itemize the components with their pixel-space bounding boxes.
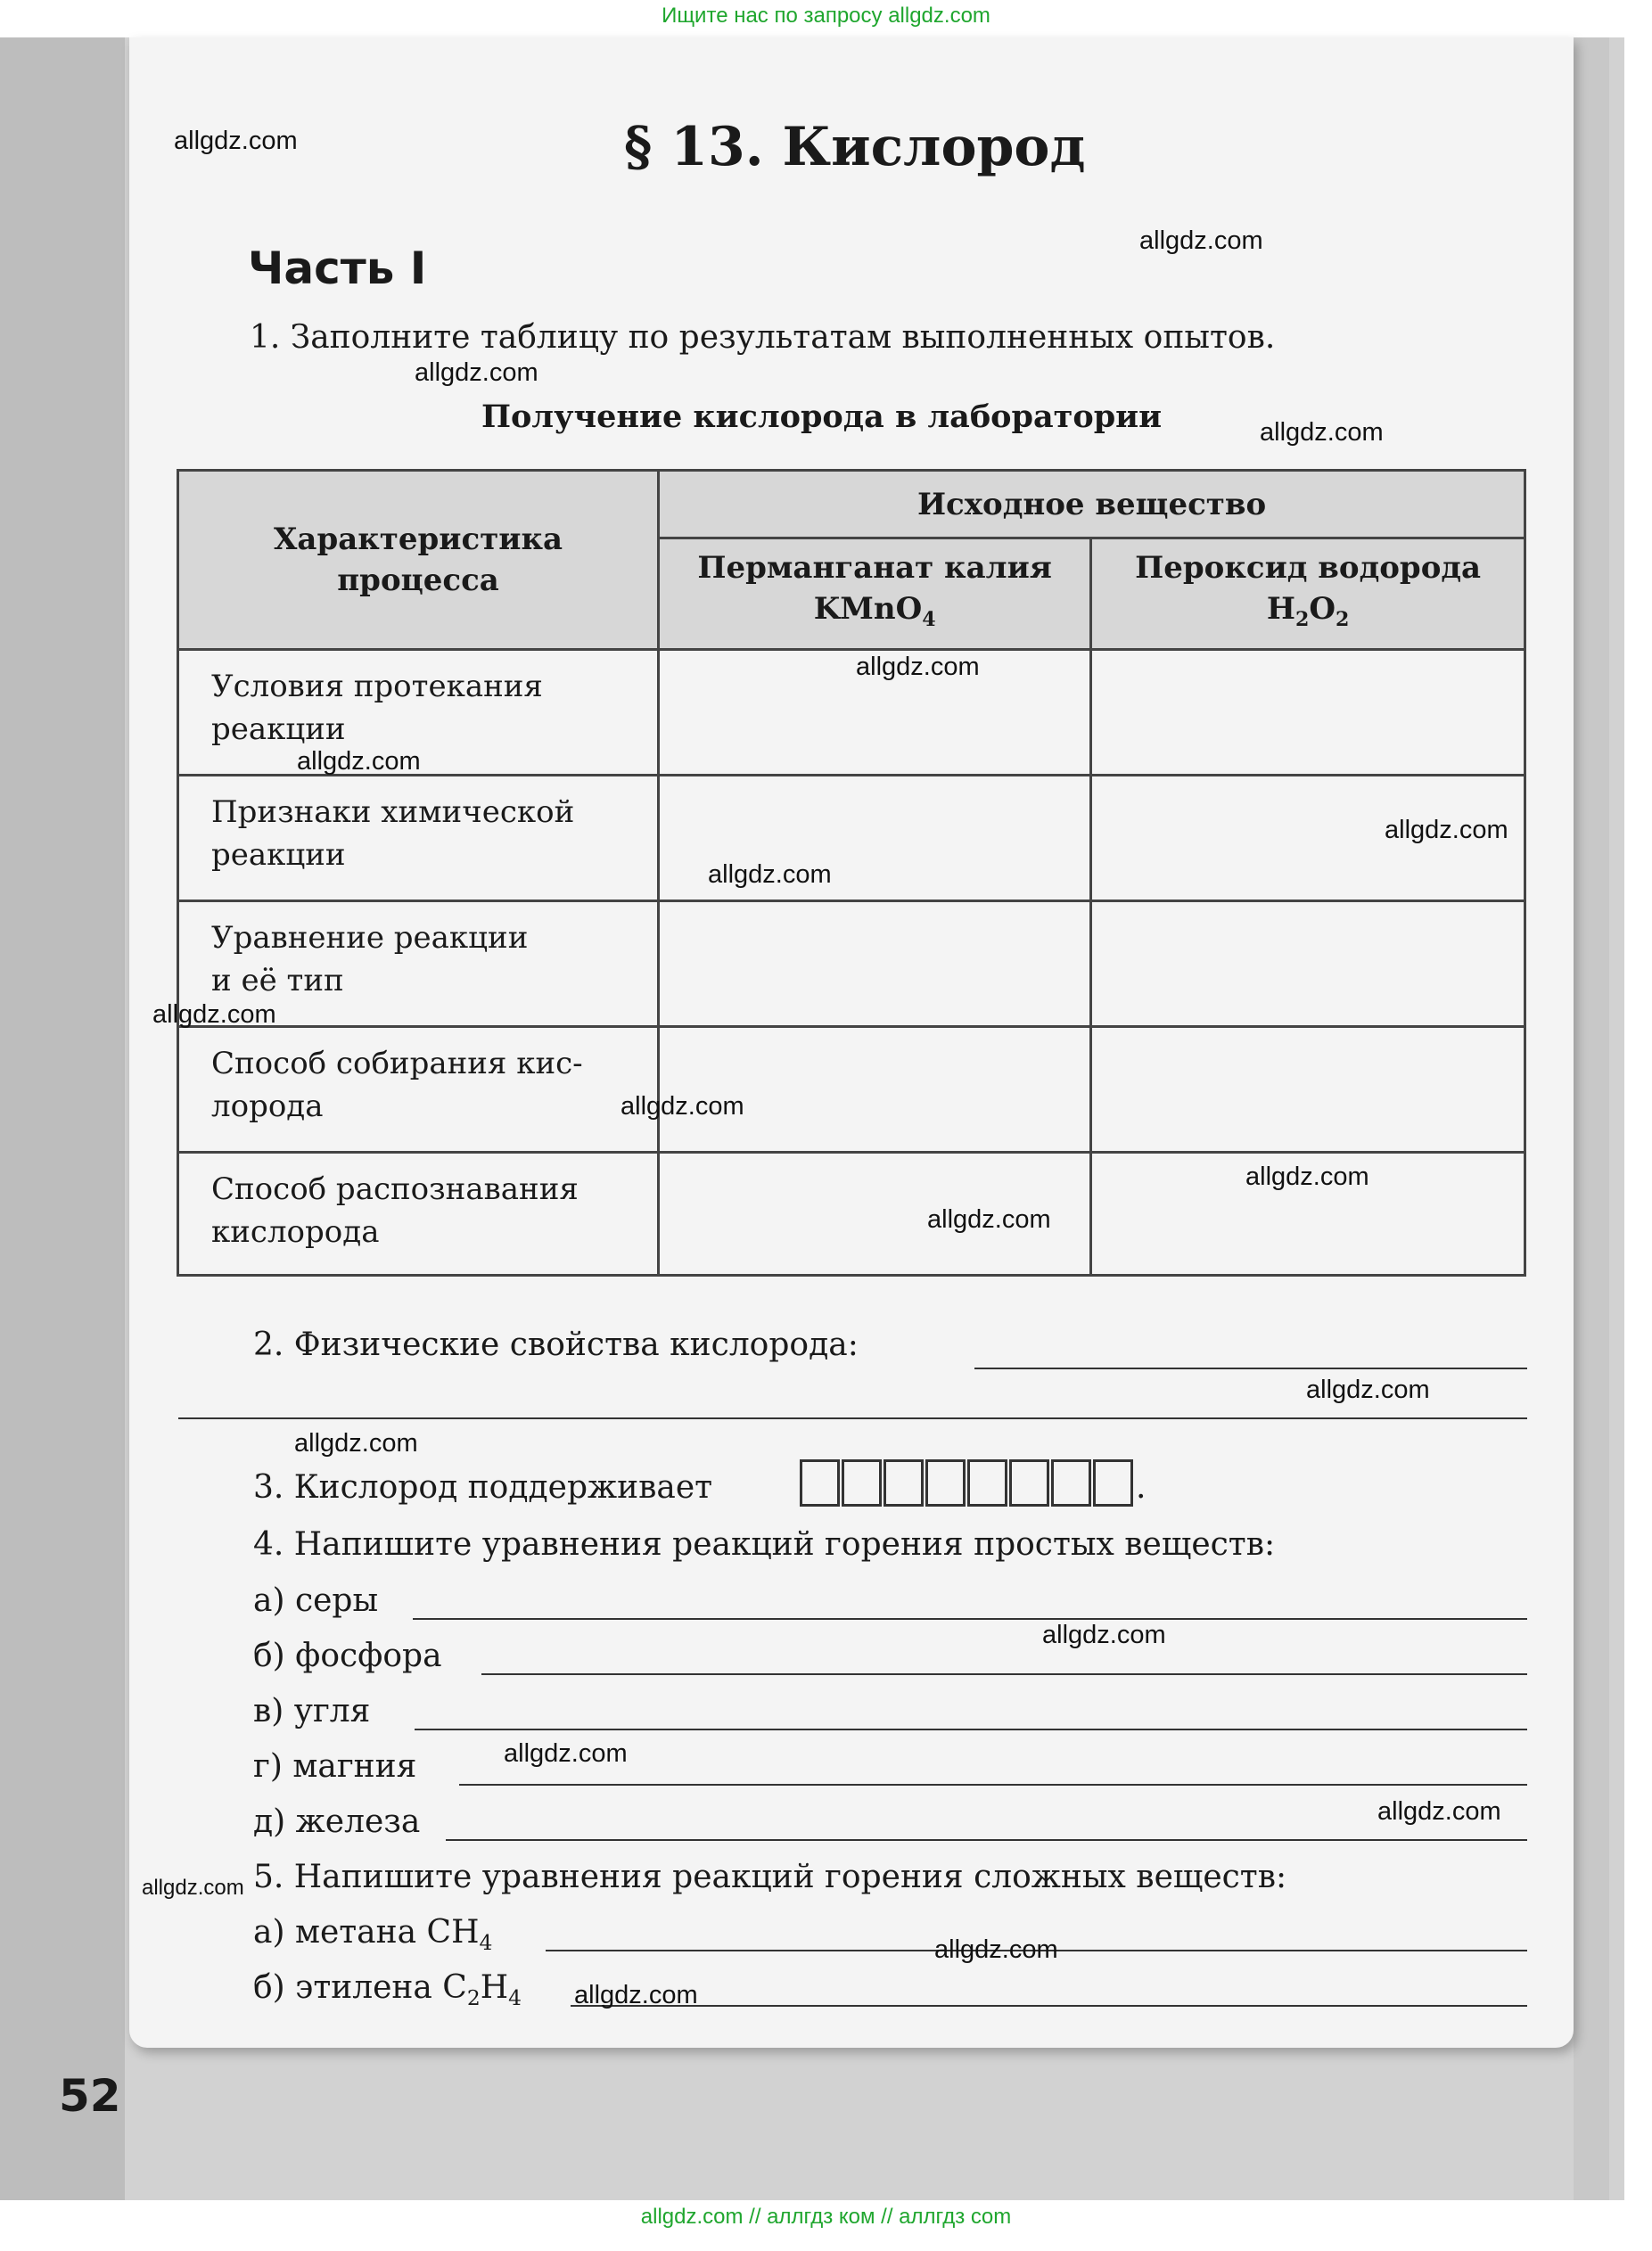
watermark: allgdz.com bbox=[1306, 1376, 1430, 1404]
watermark: allgdz.com bbox=[152, 1000, 276, 1029]
watermark: allgdz.com bbox=[1385, 816, 1508, 844]
task-5-item-a bbox=[253, 1914, 492, 1955]
watermark: allgdz.com bbox=[856, 653, 980, 681]
answer-line[interactable] bbox=[459, 1784, 1527, 1786]
letter-box[interactable] bbox=[800, 1459, 840, 1507]
row-label-line1: Способ собирания кис- bbox=[211, 1046, 583, 1081]
answer-line[interactable] bbox=[446, 1839, 1527, 1841]
task-3: 3. Кислород поддерживает bbox=[253, 1469, 713, 1506]
page-number: 52 bbox=[59, 2070, 121, 2122]
row-label-line2: лорода bbox=[211, 1089, 324, 1124]
scan-left-shadow bbox=[0, 37, 125, 2200]
task-4-item: г) магния bbox=[253, 1748, 417, 1785]
task-5: 5. Напишите уравнения реакций горения сложных веществ: bbox=[253, 1859, 1287, 1895]
task-5-a-index: 4 bbox=[479, 1930, 493, 1956]
col-header-characteristic bbox=[178, 471, 659, 650]
watermark: allgdz.com bbox=[1377, 1797, 1501, 1826]
task-1: 1. Заполните таблицу по результатам выполненных опытов. bbox=[250, 319, 1276, 356]
row-label-line1: Условия протекания bbox=[211, 669, 543, 704]
section-title: § 13. Кислород bbox=[624, 116, 1086, 178]
h2o2-o-index: 2 bbox=[1335, 607, 1350, 631]
col-header-line2: процесса bbox=[337, 563, 499, 598]
watermark: allgdz.com bbox=[621, 1092, 744, 1121]
col-header-line1: Характеристика bbox=[274, 522, 563, 557]
answer-cell[interactable] bbox=[659, 901, 1091, 1027]
letter-box[interactable] bbox=[842, 1459, 882, 1507]
task-3-period: . bbox=[1136, 1469, 1147, 1506]
letter-box[interactable] bbox=[884, 1459, 924, 1507]
row-label-line1: Признаки химической bbox=[211, 794, 575, 830]
watermark: allgdz.com bbox=[927, 1205, 1051, 1234]
letter-box[interactable] bbox=[1051, 1459, 1091, 1507]
answer-line[interactable] bbox=[571, 2005, 1527, 2007]
row-label-line1: Уравнение реакции bbox=[211, 920, 529, 956]
watermark: allgdz.com bbox=[142, 1876, 244, 1900]
h2o2-h-index: 2 bbox=[1294, 607, 1310, 631]
task-4-item: в) угля bbox=[253, 1693, 371, 1729]
answer-line[interactable] bbox=[974, 1368, 1527, 1369]
part-heading: Часть I bbox=[248, 242, 427, 294]
task-5-b-index2: 4 bbox=[508, 1985, 522, 2011]
col-header-kmno4 bbox=[659, 538, 1091, 650]
watermark: allgdz.com bbox=[297, 747, 421, 776]
letter-box[interactable] bbox=[1009, 1459, 1049, 1507]
letter-box[interactable] bbox=[925, 1459, 966, 1507]
answer-cell[interactable] bbox=[659, 1027, 1091, 1153]
watermark: allgdz.com bbox=[504, 1739, 628, 1768]
kmno4-index: 4 bbox=[922, 607, 936, 631]
watermark: allgdz.com bbox=[1245, 1162, 1369, 1191]
row-label-detection bbox=[178, 1153, 659, 1276]
row-label-line2: и её тип bbox=[211, 963, 344, 998]
answer-cell[interactable] bbox=[1091, 650, 1525, 776]
table-title: Получение кислорода в лаборатории bbox=[481, 398, 1163, 435]
kmno4-label: Перманганат калия bbox=[697, 550, 1052, 587]
letter-box[interactable] bbox=[1093, 1459, 1133, 1507]
row-label-collection bbox=[178, 1027, 659, 1153]
task-5-a-text: а) метана CH bbox=[253, 1914, 480, 1951]
answer-line[interactable] bbox=[481, 1673, 1527, 1675]
header-link[interactable]: Ищите нас по запросу allgdz.com bbox=[662, 4, 990, 28]
watermark: allgdz.com bbox=[1042, 1621, 1166, 1649]
footer-link[interactable]: allgdz.com // аллгдз ком // аллгдз com bbox=[640, 2205, 1012, 2229]
row-label-line2: кислорода bbox=[211, 1214, 380, 1250]
watermark: allgdz.com bbox=[1260, 418, 1384, 447]
page-edge bbox=[1574, 37, 1609, 2200]
task-4-item: а) серы bbox=[253, 1582, 379, 1619]
watermark: allgdz.com bbox=[1139, 226, 1263, 255]
task-4-item: д) железа bbox=[253, 1803, 421, 1840]
h2o2-h: H bbox=[1266, 591, 1295, 628]
row-label-line2: реакции bbox=[211, 837, 346, 873]
task-5-item-b bbox=[253, 1969, 522, 2010]
watermark: allgdz.com bbox=[708, 860, 832, 889]
answer-cell[interactable] bbox=[1091, 901, 1525, 1027]
watermark: allgdz.com bbox=[294, 1429, 418, 1458]
task-5-b-text: б) этилена C bbox=[253, 1969, 467, 2006]
task-5-b-index1: 2 bbox=[466, 1985, 481, 2011]
group-header: Исходное вещество bbox=[659, 471, 1525, 538]
lab-table bbox=[177, 469, 1526, 1277]
task-2: 2. Физические свойства кислорода: bbox=[253, 1327, 859, 1363]
letter-box[interactable] bbox=[967, 1459, 1007, 1507]
row-label-signs bbox=[178, 776, 659, 901]
kmno4-formula: KMnO bbox=[813, 591, 923, 628]
watermark: allgdz.com bbox=[574, 1981, 698, 2009]
task-5-b-h: H bbox=[480, 1969, 509, 2006]
watermark: allgdz.com bbox=[415, 358, 538, 387]
col-header-h2o2 bbox=[1091, 538, 1525, 650]
watermark: allgdz.com bbox=[174, 127, 298, 155]
answer-line[interactable] bbox=[178, 1417, 1527, 1419]
h2o2-o: O bbox=[1309, 591, 1336, 628]
row-label-line1: Способ распознавания bbox=[211, 1171, 579, 1207]
task-4: 4. Напишите уравнения реакций горения простых веществ: bbox=[253, 1526, 1276, 1563]
h2o2-label: Пероксид водорода bbox=[1135, 550, 1482, 587]
answer-line[interactable] bbox=[415, 1729, 1527, 1730]
watermark: allgdz.com bbox=[934, 1935, 1058, 1964]
row-label-line2: реакции bbox=[211, 711, 346, 747]
task-4-item: б) фосфора bbox=[253, 1638, 442, 1674]
answer-cell[interactable] bbox=[1091, 1027, 1525, 1153]
answer-line[interactable] bbox=[413, 1618, 1527, 1620]
